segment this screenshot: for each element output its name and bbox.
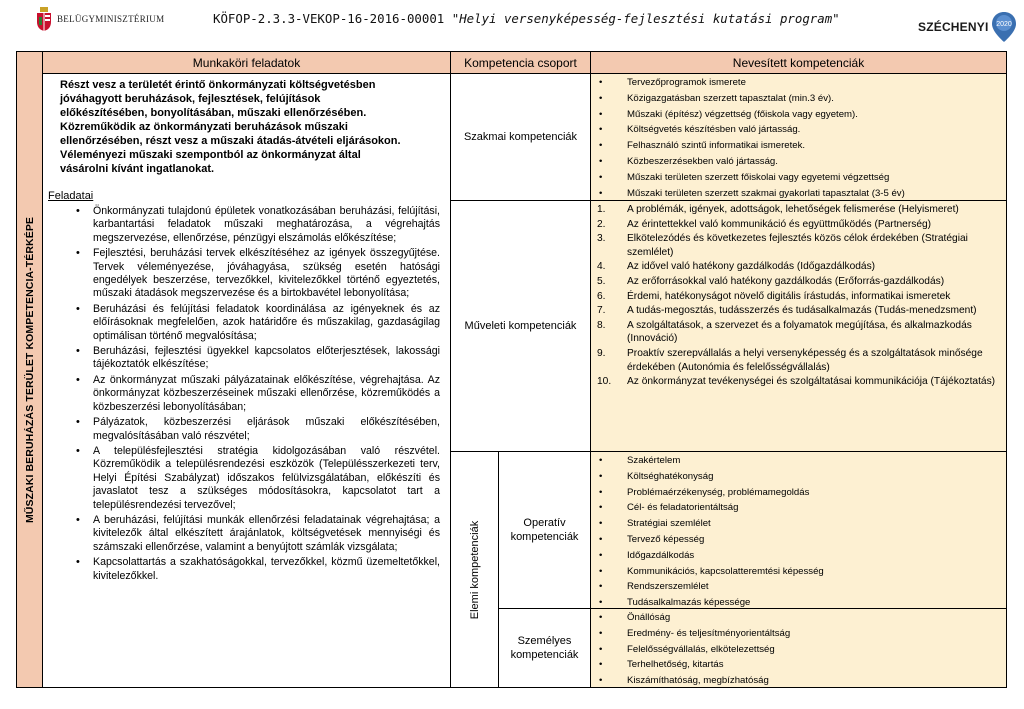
szakmai-label: Szakmai kompetenciák	[463, 131, 578, 143]
list-item: • Műszaki területen szerzett szakmai gyakorlati tapasztalat (3-5 év)	[591, 186, 1006, 200]
location-pin-icon	[991, 11, 1017, 43]
list-item: • Felelősségvállalás, elkötelezettség	[591, 642, 1006, 658]
list-item: • Kapcsolattartás a szakhatóságokkal, tervezőkkel, közmű üzemeltetőkkel, kivitelezőkkel.	[93, 556, 440, 583]
szechenyi-logo	[918, 11, 1017, 43]
list-item: • Költségvetés készítésben való jártasság.	[591, 122, 1006, 138]
list-item: • Beruházási és felújítási feladatok koordinálása az igényeknek és az előírásoknak megfelelően, azok határidőre és műszakilag, gazdaságilag optimálisan történő megvalósítása;	[93, 303, 440, 343]
list-item: 6. Érdemi, hatékonyságot növelő digitális írástudás, informatikai ismeretek	[597, 290, 951, 302]
project-code: KÖFOP-2.3.3-VEKOP-16-2016-00001	[213, 11, 445, 26]
operativ-label: Operatív kompetenciák	[510, 517, 579, 543]
list-item: • Tudásalkalmazás képessége	[591, 595, 1006, 608]
elemi-label	[451, 452, 498, 687]
tasks-column	[43, 52, 450, 687]
list-item: • Rendszerszemlélet	[591, 579, 1006, 595]
program-name: "Helyi versenyképesség-fejlesztési kutatási program"	[451, 11, 840, 26]
list-item: • Beruházási, fejlesztési ügyekkel kapcsolatos előterjesztések, lakossági tájékoztatók elkészítése;	[93, 345, 440, 372]
list-item: 1. A problémák, igények, adottságok, lehetőségek felismerése (Helyismeret)	[597, 204, 959, 215]
list-item: • Tervezőprogramok ismerete	[591, 75, 1006, 91]
list-item: • Közbeszerzésekben való jártasság.	[591, 154, 1006, 170]
list-item: 7. A tudás-megosztás, tudásszerzés és tudásalkalmazás (Tudás-menedzsment)	[597, 305, 977, 317]
list-item: 4. Az idővel való hatékony gazdálkodás (Időgazdálkodás)	[597, 261, 876, 273]
tasks-header: Munkaköri feladatok	[43, 52, 450, 74]
group-header: Kompetencia csoport	[451, 52, 590, 74]
list-item: • Kommunikációs, kapcsolatteremtési képesség	[591, 564, 1006, 580]
list-item: • Időgazdálkodás	[591, 548, 1006, 564]
page-header	[0, 0, 1024, 50]
szakmai-items	[591, 74, 1006, 200]
tasks-title: Feladatai	[48, 190, 94, 202]
szechenyi-text: SZÉCHENYI	[918, 20, 989, 34]
szakmai-list	[591, 75, 1006, 200]
list-item: • Kiszámíthatóság, megbízhatóság	[591, 673, 1006, 687]
list-item: • Szakértelem	[591, 453, 1006, 469]
logo-year: 2020	[996, 21, 1013, 28]
list-item: • Felhasználó szintű informatikai ismeretek.	[591, 138, 1006, 154]
elemi-label-text: Elemi kompetenciák	[468, 520, 481, 619]
operativ-list	[591, 453, 1006, 608]
list-item: • Költséghatékonyság	[591, 469, 1006, 485]
intro-text: Részt vesz a területét érintő önkormányzati költségvetésben jóváhagyott beruházások, fejlesztések, felújítások előkészítésében, bonyolításában, műszaki ellenőrzésében. Közreműködik az önkormányzati beruházások műszaki ellenőrzésében, részt vesz a műszaki átadás-átvételi eljárásokon. Véleményezi műszaki szempontból az önkormányzat által vásárolni kívánt ingatlanokat.	[60, 79, 401, 175]
coat-of-arms-icon	[36, 7, 52, 31]
ministry-name: BELÜGYMINISZTÉRIUM	[57, 14, 165, 24]
task-list	[93, 205, 440, 585]
list-item: • Műszaki területen szerzett főiskolai vagy egyetemi végzettség	[591, 170, 1006, 186]
operativ-items	[591, 452, 1006, 608]
ministry-logo	[36, 7, 164, 31]
szemelyes-list	[591, 610, 1006, 687]
competency-table	[16, 51, 1007, 688]
list-item: • Terhelhetőség, kitartás	[591, 657, 1006, 673]
list-item: 8. A szolgáltatások, a szervezet és a folyamatok megújítása, és alkalmazkodás (Innováció)	[597, 319, 972, 345]
list-item: • Problémaérzékenység, problémamegoldás	[591, 485, 1006, 501]
list-item: 10. Az önkormányzat tevékenységei és szolgáltatásai kommunikációja (Tájékoztatás)	[597, 376, 996, 388]
szemelyes-label: Személyes kompetenciák	[510, 635, 579, 661]
side-title	[17, 52, 43, 687]
muveleti-items	[591, 201, 1006, 451]
list-item: • Közigazgatásban szerzett tapasztalat (min.3 év).	[591, 91, 1006, 107]
list-item: • Pályázatok, közbeszerzési eljárások műszaki előkészítésében, megvalósításában való részvétel;	[93, 416, 440, 443]
list-item: 9. Proaktív szerepvállalás a helyi versenyképesség és a szolgáltatások minősége érdekében (Autonómia és felelősségvállalás)	[597, 347, 983, 373]
list-item: • Az önkormányzat műszaki pályázatainak előkészítése, végrehajtása. Az önkormányzat közbeszerzéseinek műszaki ellenőrzése, közreműködés a közbeszerzési lebonyolításában;	[93, 374, 440, 414]
document-title	[213, 11, 840, 26]
side-title-text: MŰSZAKI BERUHÁZÁS TERÜLET KOMPETENCIA-TÉRKÉPE	[23, 216, 36, 523]
list-item: • Tervező képesség	[591, 532, 1006, 548]
list-item: • A településfejlesztési stratégia kidolgozásában való részvétel. Közreműködik a településrendezési eszközök (Településszerkezeti terv, Helyi Építési Szabályzat) időszakos felülvizsgálatában, előkészíti és javaslatot tesz a szükséges módosításokra, kapcsolatot tart a településrendezési tervezővel;	[93, 445, 440, 512]
list-item: 5. Az erőforrásokkal való hatékony gazdálkodás (Erőforrás-gazdálkodás)	[597, 275, 945, 287]
list-item: • Műszaki (építész) végzettség (főiskola vagy egyetem).	[591, 107, 1006, 123]
named-header: Nevesített kompetenciák	[591, 52, 1006, 74]
szemelyes-items	[591, 609, 1006, 687]
list-item: • Fejlesztési, beruházási tervek elkészítéséhez az igények összegyűjtése. Tervek véleményezése, jóváhagyása, szükség esetén hatósági engedélyek beszerzése, tervezőkkel, kivitelezőkkel történő egyeztetés, műszaki átadások megszervezése és a birtokbavétel lebonyolítása;	[93, 247, 440, 301]
list-item: 2. Az érintettekkel való kommunikáció és együttműködés (Partnerség)	[597, 218, 932, 230]
list-item: • Önkormányzati tulajdonú épületek vonatkozásában beruházási, felújítási, karbantartási feladatok műszaki meghatározása, a végrehajtás megszervezése, ellenőrzése, pénzügyi elszámolás előkészítése;	[93, 205, 440, 245]
list-item: • Stratégiai szemlélet	[591, 516, 1006, 532]
muveleti-label: Műveleti kompetenciák	[464, 320, 577, 332]
list-item: • Eredmény- és teljesítményorientáltság	[591, 626, 1006, 642]
list-item: • A beruházási, felújítási munkák ellenőrzési feladatainak végrehajtása; a kivitelezők által elkészített árajánlatok, költségvetések mennyiségi és számszaki ellenőrzése, valamint a benyújtott számlák vizsgálata;	[93, 514, 440, 554]
list-item: • Cél- és feladatorientáltság	[591, 500, 1006, 516]
muveleti-list	[591, 203, 1002, 389]
list-item: 3. Elkötelezódés és következetes fejlesztés közös célok érdekében (Stratégiai szemlélet)	[597, 233, 968, 258]
list-item: • Önállóság	[591, 610, 1006, 626]
